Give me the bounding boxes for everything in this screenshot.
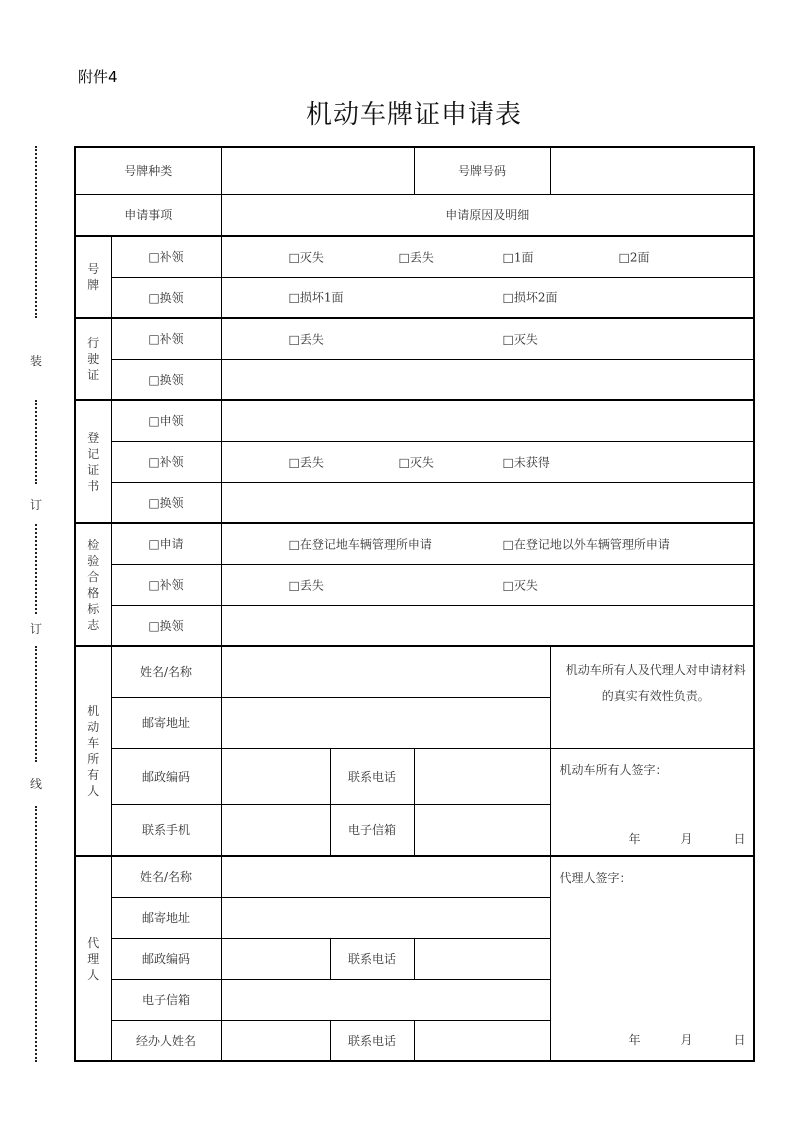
owner-sign-month: 月 bbox=[680, 832, 693, 846]
inspection-lost-checkbox[interactable]: □丢失 bbox=[288, 578, 324, 592]
agent-sign-month: 月 bbox=[680, 1033, 693, 1047]
agent-email-label: 电子信箱 bbox=[111, 979, 221, 1020]
agent-phone-label: 联系电话 bbox=[330, 938, 414, 979]
license-lost-destroyed-checkbox[interactable]: □灭失 bbox=[502, 332, 538, 347]
inspection-other-office-checkbox[interactable]: □在登记地以外车辆管理所申请 bbox=[502, 537, 670, 552]
license-lost-checkbox[interactable]: □丢失 bbox=[288, 332, 324, 347]
owner-signature-label: 机动车所有人签字： bbox=[559, 762, 668, 777]
plate-two-face-checkbox[interactable]: □2面 bbox=[618, 250, 650, 265]
inspection-lost-destroyed-checkbox[interactable]: □灭失 bbox=[502, 578, 538, 592]
owner-group-text: 机动车所有人 bbox=[87, 704, 100, 798]
agent-handler-phone-field[interactable] bbox=[414, 1020, 550, 1061]
owner-email-field[interactable] bbox=[414, 804, 550, 856]
owner-mobile-label: 联系手机 bbox=[111, 804, 221, 856]
binding-char: 订 bbox=[29, 498, 42, 512]
agent-name-label: 姓名/名称 bbox=[111, 856, 221, 897]
agent-postcode-label: 邮政编码 bbox=[111, 938, 221, 979]
registration-replace-checkbox[interactable]: □换领 bbox=[111, 482, 221, 523]
license-group-label bbox=[75, 318, 111, 400]
binding-dots bbox=[35, 806, 37, 1062]
agent-handler-label: 经办人姓名 bbox=[111, 1020, 221, 1061]
attachment-label: 附件4 bbox=[78, 68, 118, 86]
plate-damaged-one-checkbox[interactable]: □损坏1面 bbox=[288, 290, 344, 305]
owner-postcode-label: 邮政编码 bbox=[111, 748, 221, 804]
plate-type-label: 号牌种类 bbox=[75, 147, 221, 194]
inspection-replace-checkbox[interactable]: □换领 bbox=[111, 605, 221, 646]
plate-reissue-checkbox[interactable]: □补领 bbox=[111, 236, 221, 277]
registration-group-text: 登记证书 bbox=[87, 430, 100, 493]
application-item-label: 申请事项 bbox=[75, 194, 221, 236]
agent-group-label bbox=[75, 856, 111, 1061]
agent-phone-field[interactable] bbox=[414, 938, 550, 979]
owner-name-label: 姓名/名称 bbox=[111, 646, 221, 697]
agent-signature-area[interactable] bbox=[550, 856, 754, 1061]
binding-line bbox=[28, 146, 44, 1062]
owner-phone-field[interactable] bbox=[414, 748, 550, 804]
license-reissue-checkbox[interactable]: □补领 bbox=[111, 318, 221, 359]
registration-replace-detail bbox=[221, 482, 754, 523]
owner-mobile-field[interactable] bbox=[221, 804, 330, 856]
license-replace-checkbox[interactable]: □换领 bbox=[111, 359, 221, 400]
binding-dots bbox=[35, 524, 37, 614]
owner-postcode-field[interactable] bbox=[221, 748, 330, 804]
agent-signature-label: 代理人签字： bbox=[559, 871, 632, 885]
owner-declaration: 机动车所有人及代理人对申请材料的真实有效性负责。 bbox=[550, 646, 754, 748]
agent-address-field[interactable] bbox=[221, 897, 550, 938]
plate-damaged-two-checkbox[interactable]: □损坏2面 bbox=[502, 290, 558, 305]
binding-char: 订 bbox=[29, 622, 42, 636]
inspection-group-text: 检验合格标志 bbox=[87, 537, 100, 632]
owner-phone-label: 联系电话 bbox=[330, 748, 414, 804]
registration-reissue-checkbox[interactable]: □补领 bbox=[111, 441, 221, 482]
owner-name-field[interactable] bbox=[221, 646, 550, 697]
license-group-text: 行驶证 bbox=[87, 336, 100, 382]
agent-sign-year: 年 bbox=[628, 1033, 641, 1047]
registration-apply-detail bbox=[221, 400, 754, 441]
reason-label: 申请原因及明细 bbox=[221, 194, 754, 236]
inspection-group-label bbox=[75, 523, 111, 646]
binding-dots bbox=[35, 400, 37, 484]
registration-lost-destroyed-checkbox[interactable]: □灭失 bbox=[398, 455, 434, 469]
agent-postcode-field[interactable] bbox=[221, 938, 330, 979]
owner-address-label: 邮寄地址 bbox=[111, 697, 221, 748]
application-form-table bbox=[74, 146, 755, 1062]
binding-dots bbox=[35, 646, 37, 762]
owner-sign-year: 年 bbox=[628, 832, 641, 846]
agent-address-label: 邮寄地址 bbox=[111, 897, 221, 938]
plate-lost-destroyed-checkbox[interactable]: □灭失 bbox=[288, 250, 324, 265]
binding-char: 线 bbox=[29, 777, 42, 791]
registration-not-obtained-checkbox[interactable]: □未获得 bbox=[502, 455, 550, 469]
owner-address-field[interactable] bbox=[221, 697, 550, 748]
owner-email-label: 电子信箱 bbox=[330, 804, 414, 856]
agent-handler-field[interactable] bbox=[221, 1020, 330, 1061]
plate-group-label bbox=[75, 236, 111, 318]
plate-lost-checkbox[interactable]: □丢失 bbox=[398, 250, 434, 265]
plate-one-face-checkbox[interactable]: □1面 bbox=[502, 250, 534, 265]
agent-sign-day: 日 bbox=[733, 1033, 746, 1047]
owner-group-label bbox=[75, 646, 111, 856]
agent-email-field[interactable] bbox=[221, 979, 550, 1020]
agent-handler-phone-label: 联系电话 bbox=[330, 1020, 414, 1061]
plate-number-field[interactable] bbox=[550, 147, 754, 194]
registration-group-label bbox=[75, 400, 111, 523]
registration-lost-checkbox[interactable]: □丢失 bbox=[288, 455, 324, 469]
plate-type-field[interactable] bbox=[221, 147, 414, 194]
inspection-local-office-checkbox[interactable]: □在登记地车辆管理所申请 bbox=[288, 537, 432, 552]
inspection-apply-checkbox[interactable]: □申请 bbox=[111, 523, 221, 564]
owner-sign-day: 日 bbox=[733, 832, 746, 846]
registration-apply-checkbox[interactable]: □申领 bbox=[111, 400, 221, 441]
agent-name-field[interactable] bbox=[221, 856, 550, 897]
binding-dots bbox=[35, 146, 37, 318]
inspection-reissue-checkbox[interactable]: □补领 bbox=[111, 564, 221, 605]
plate-number-label: 号牌号码 bbox=[414, 147, 550, 194]
form-title: 机动车牌证申请表 bbox=[305, 100, 522, 130]
plate-replace-checkbox[interactable]: □换领 bbox=[111, 277, 221, 318]
inspection-replace-detail bbox=[221, 605, 754, 646]
owner-signature-area[interactable] bbox=[550, 748, 754, 856]
agent-group-text: 代理人 bbox=[87, 935, 100, 982]
binding-char: 装 bbox=[29, 354, 42, 368]
plate-group-text: 号牌 bbox=[87, 262, 100, 292]
license-replace-detail bbox=[221, 359, 754, 400]
